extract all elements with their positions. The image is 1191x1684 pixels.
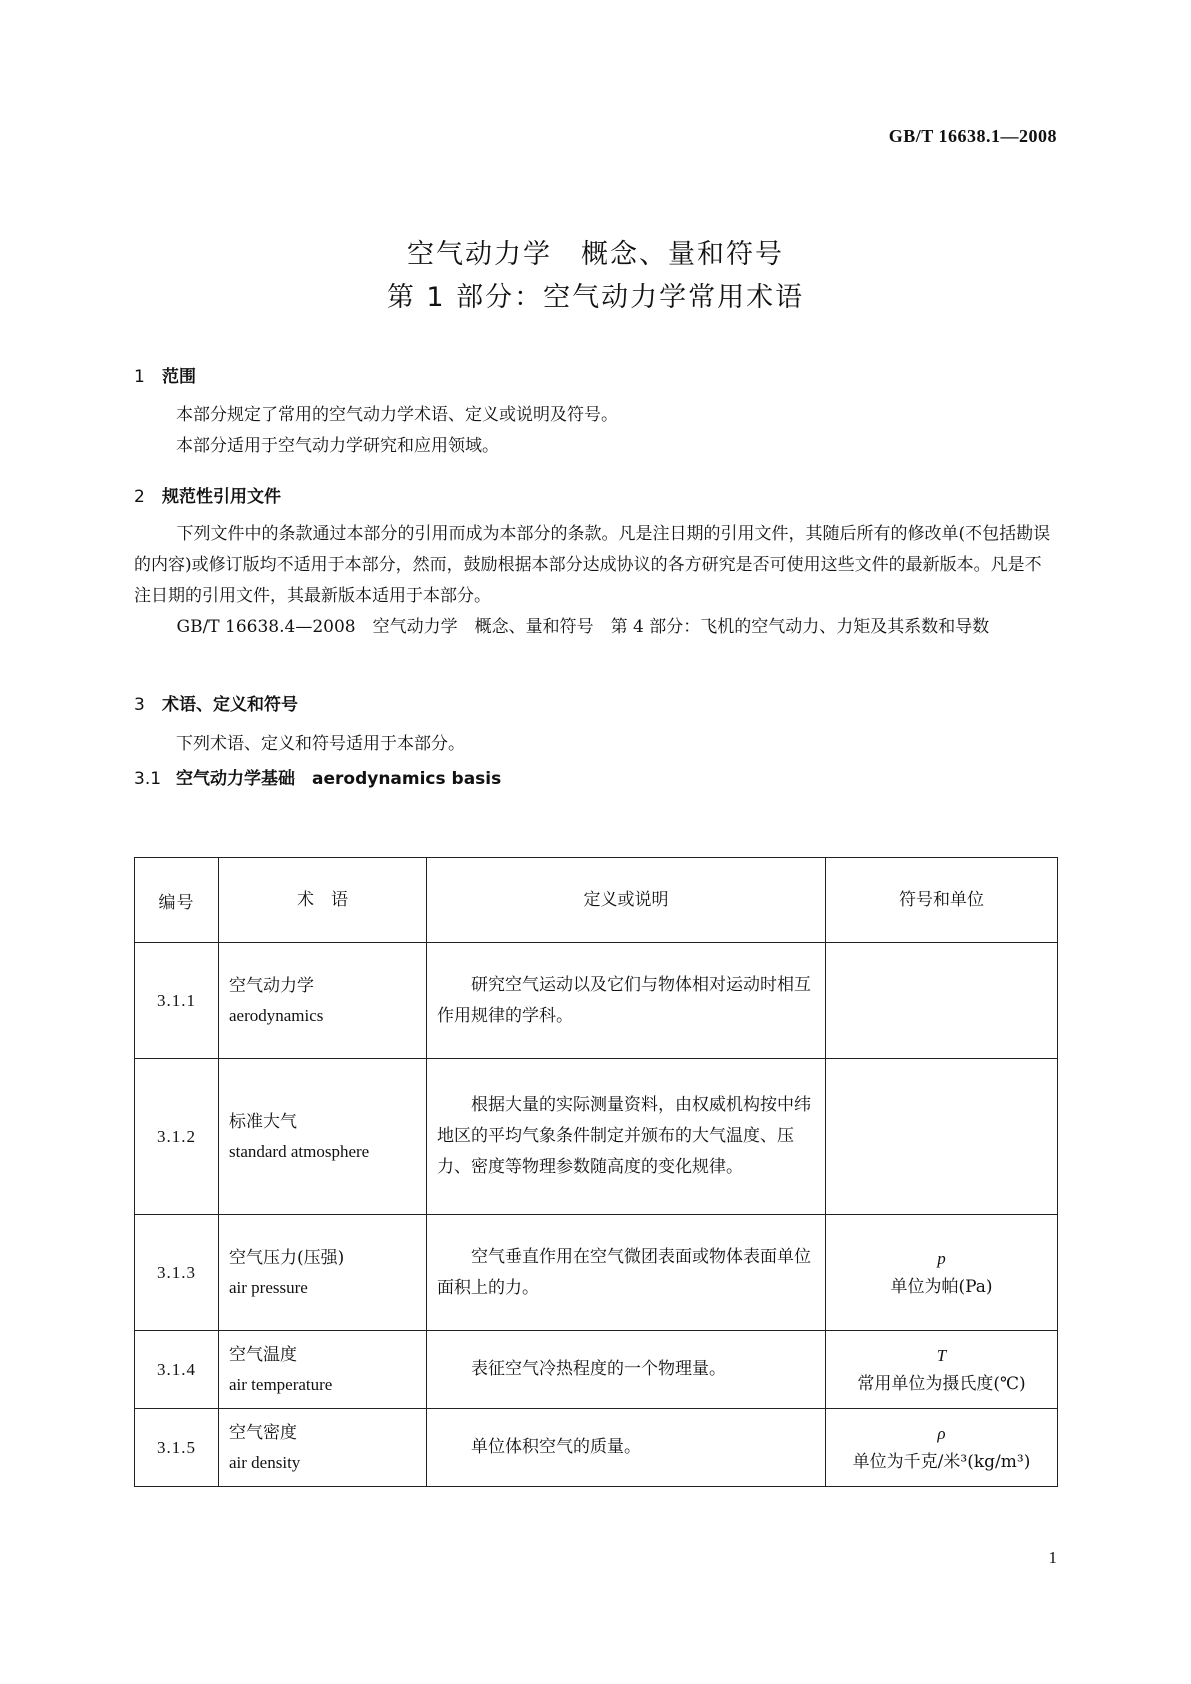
scope-paragraph-1 [134,400,1057,431]
term-chinese: 标准大气 [229,1111,297,1132]
quantity-symbol: T [936,1345,947,1365]
term-chinese: 空气动力学 [229,975,314,996]
term-number: 3.1.1 [135,943,219,1059]
paragraph-text: 下列文件中的条款通过本部分的引用而成为本部分的条款。凡是注日期的引用文件，其随后所有的修改单(不包括勘误的内容)或修订版均不适用于本部分，然而，鼓励根据本部分达成协议的各方研究是否可使用这些文件的最新版本。凡是不注日期的引用文件，其最新版本适用于本部分。 [134,524,1051,606]
term-symbol-unit [826,1215,1058,1331]
term-number: 3.1.2 [135,1059,219,1215]
document-subtitle: 第 1 部分：空气动力学常用术语 [386,282,805,313]
section-number: 3 [134,695,145,715]
section-title: 空气动力学基础 aerodynamics basis [176,769,502,789]
header-definition: 定义或说明 [427,858,826,943]
quantity-symbol: ρ [937,1423,946,1443]
section-number: 1 [134,367,145,387]
table-row [135,1331,1058,1409]
term-chinese: 空气温度 [229,1344,297,1365]
term-english: air density [229,1452,301,1472]
table-header-row [135,858,1058,943]
scope-paragraph-2 [134,431,1057,462]
term-cell [219,1059,427,1215]
terms-paragraph-1 [134,729,1057,760]
section-heading-normative-references [134,482,281,507]
section-number: 3.1 [134,769,162,789]
term-symbol-unit [826,1331,1058,1409]
term-chinese: 空气密度 [229,1422,297,1443]
term-chinese: 空气压力(压强) [229,1247,345,1268]
term-symbol-unit [826,1409,1058,1487]
term-english: air pressure [229,1277,308,1297]
section-heading-terms [134,690,298,715]
terms-table [134,857,1058,1487]
section-title: 范围 [162,367,196,387]
term-definition: 单位体积空气的质量。 [427,1409,826,1487]
quantity-unit: 单位为千克/米³(kg/m³) [852,1451,1031,1472]
quantity-symbol: p [937,1248,946,1268]
paragraph-text: GB/T 16638.4—2008 空气动力学 概念、量和符号 第 4 部分：飞机的空气动力、力矩及其系数和导数 [176,617,990,637]
table-row [135,1409,1058,1487]
term-symbol-unit [826,1059,1058,1215]
document-title: 空气动力学 概念、量和符号 [407,239,784,270]
term-cell [219,1409,427,1487]
quantity-unit: 单位为帕(Pa) [890,1276,993,1297]
term-definition: 空气垂直作用在空气微团表面或物体表面单位面积上的力。 [427,1215,826,1331]
term-cell [219,943,427,1059]
references-paragraph-1 [134,519,1057,612]
term-definition: 根据大量的实际测量资料，由权威机构按中纬地区的平均气象条件制定并颁布的大气温度、压力、密度等物理参数随高度的变化规律。 [427,1059,826,1215]
quantity-unit: 常用单位为摄氏度(℃) [857,1373,1026,1394]
term-number: 3.1.5 [135,1409,219,1487]
table-row [135,1215,1058,1331]
page-number: 1 [1048,1548,1057,1567]
paragraph-text: 下列术语、定义和符号适用于本部分。 [176,734,465,754]
term-english: standard atmosphere [229,1141,370,1161]
term-cell [219,1215,427,1331]
table-row [135,943,1058,1059]
header-symbol-unit: 符号和单位 [826,858,1058,943]
term-english: aerodynamics [229,1005,324,1025]
section-heading-scope [134,362,196,387]
header-number: 编号 [135,858,219,943]
section-number: 2 [134,487,145,507]
term-cell [219,1331,427,1409]
section-title: 术语、定义和符号 [162,695,298,715]
references-paragraph-2 [134,612,1057,643]
subsection-heading-aerodynamics-basis [134,764,501,789]
paragraph-text: 本部分适用于空气动力学研究和应用领域。 [176,436,499,456]
term-definition: 表征空气冷热程度的一个物理量。 [427,1331,826,1409]
table-row [135,1059,1058,1215]
term-number: 3.1.4 [135,1331,219,1409]
paragraph-text: 本部分规定了常用的空气动力学术语、定义或说明及符号。 [176,405,618,425]
section-title: 规范性引用文件 [162,487,281,507]
term-definition: 研究空气运动以及它们与物体相对运动时相互作用规律的学科。 [427,943,826,1059]
term-number: 3.1.3 [135,1215,219,1331]
standard-code: GB/T 16638.1—2008 [888,126,1057,146]
term-english: air temperature [229,1374,333,1394]
term-symbol-unit [826,943,1058,1059]
header-term: 术 语 [219,858,427,943]
